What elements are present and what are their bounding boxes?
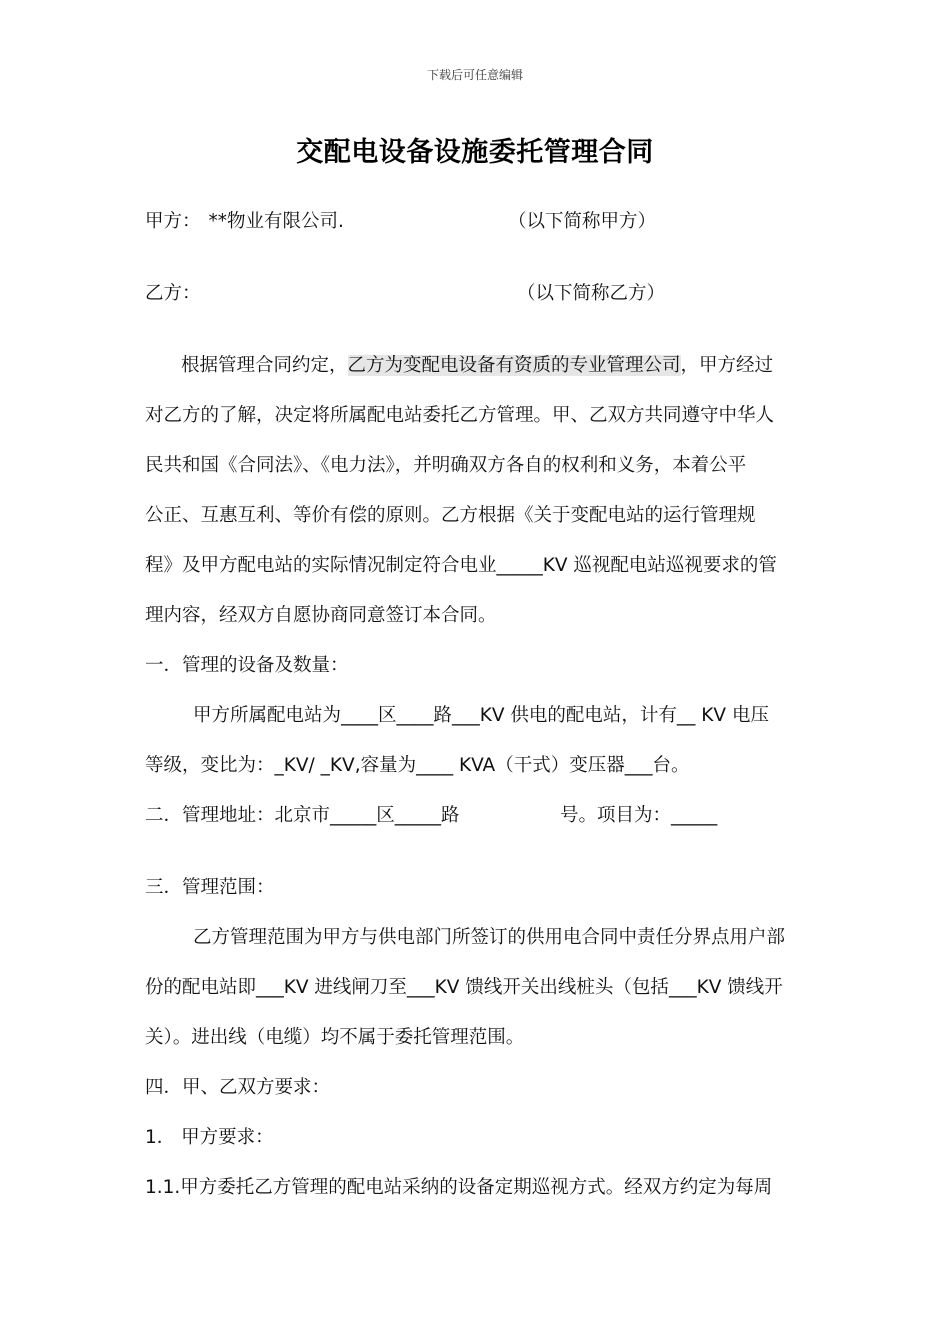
preamble-text: 根据管理合同约定， (181, 355, 348, 376)
preamble-line-4: 公正、互惠互利、等价有偿的原则。乙方根据《关于变配电站的运行管理规 (145, 505, 756, 526)
highlighted-text: 乙方为变配电设备有资质的专业管理公司 (347, 355, 681, 376)
section-3-heading: 三．管理范围： (145, 877, 275, 898)
section-4-sub-1: 1． 甲方要求： (145, 1127, 274, 1148)
preamble-text: ，甲方经过 (680, 355, 774, 376)
party-a-name: **物业有限公司. (208, 211, 344, 232)
party-b-label: 乙方： (145, 283, 201, 304)
preamble-line-5: 程》及甲方配电站的实际情况制定符合电业_____KV 巡视配电站巡视要求的管 (145, 555, 777, 576)
section-3-line-3: 关）。进出线（电缆）均不属于委托管理范围。 (145, 1027, 525, 1048)
contract-title: 交配电设备设施委托管理合同 (296, 137, 654, 168)
party-a-alias: （以下简称甲方） (508, 211, 657, 232)
header-note: 下载后可任意编辑 (426, 68, 523, 82)
section-3-line-1: 乙方管理范围为甲方与供电部门所签订的供用电合同中责任分界点用户部 (193, 927, 786, 948)
preamble-line-6: 理内容，经双方自愿协商同意签订本合同。 (145, 605, 497, 626)
preamble-line-2: 对乙方的了解，决定将所属配电站委托乙方管理。甲、乙双方共同遵守中华人 (145, 405, 775, 426)
section-1-heading: 一．管理的设备及数量： (145, 655, 349, 676)
section-4-sub-1-1: 1.1.甲方委托乙方管理的配电站采纳的设备定期巡视方式。经双方约定为每周 (145, 1177, 773, 1198)
preamble-line-1 (181, 353, 821, 379)
section-1-line-2: 等级，变比为：_KV/ _KV,容量为____ KVA（干式）变压器___台。 (145, 755, 690, 776)
preamble-line-3: 民共和国《合同法》、《电力法》，并明确双方各自的权利和义务，本着公平 (145, 455, 747, 476)
section-3-line-2: 份的配电站即___KV 进线闸刀至___KV 馈线开关出线桩头（包括___KV 馈线开 (145, 977, 783, 998)
party-a-label: 甲方： (145, 211, 201, 232)
party-b-alias: （以下简称乙方） (517, 283, 666, 304)
section-4-heading: 四．甲、乙双方要求： (145, 1077, 331, 1098)
section-2-tail: 号。项目为：_____ (560, 805, 718, 826)
section-1-line-1: 甲方所属配电站为____区____路___KV 供电的配电站，计有__ KV 电压 (193, 705, 769, 726)
section-2-heading: 二．管理地址：北京市_____区_____路 (145, 805, 460, 826)
